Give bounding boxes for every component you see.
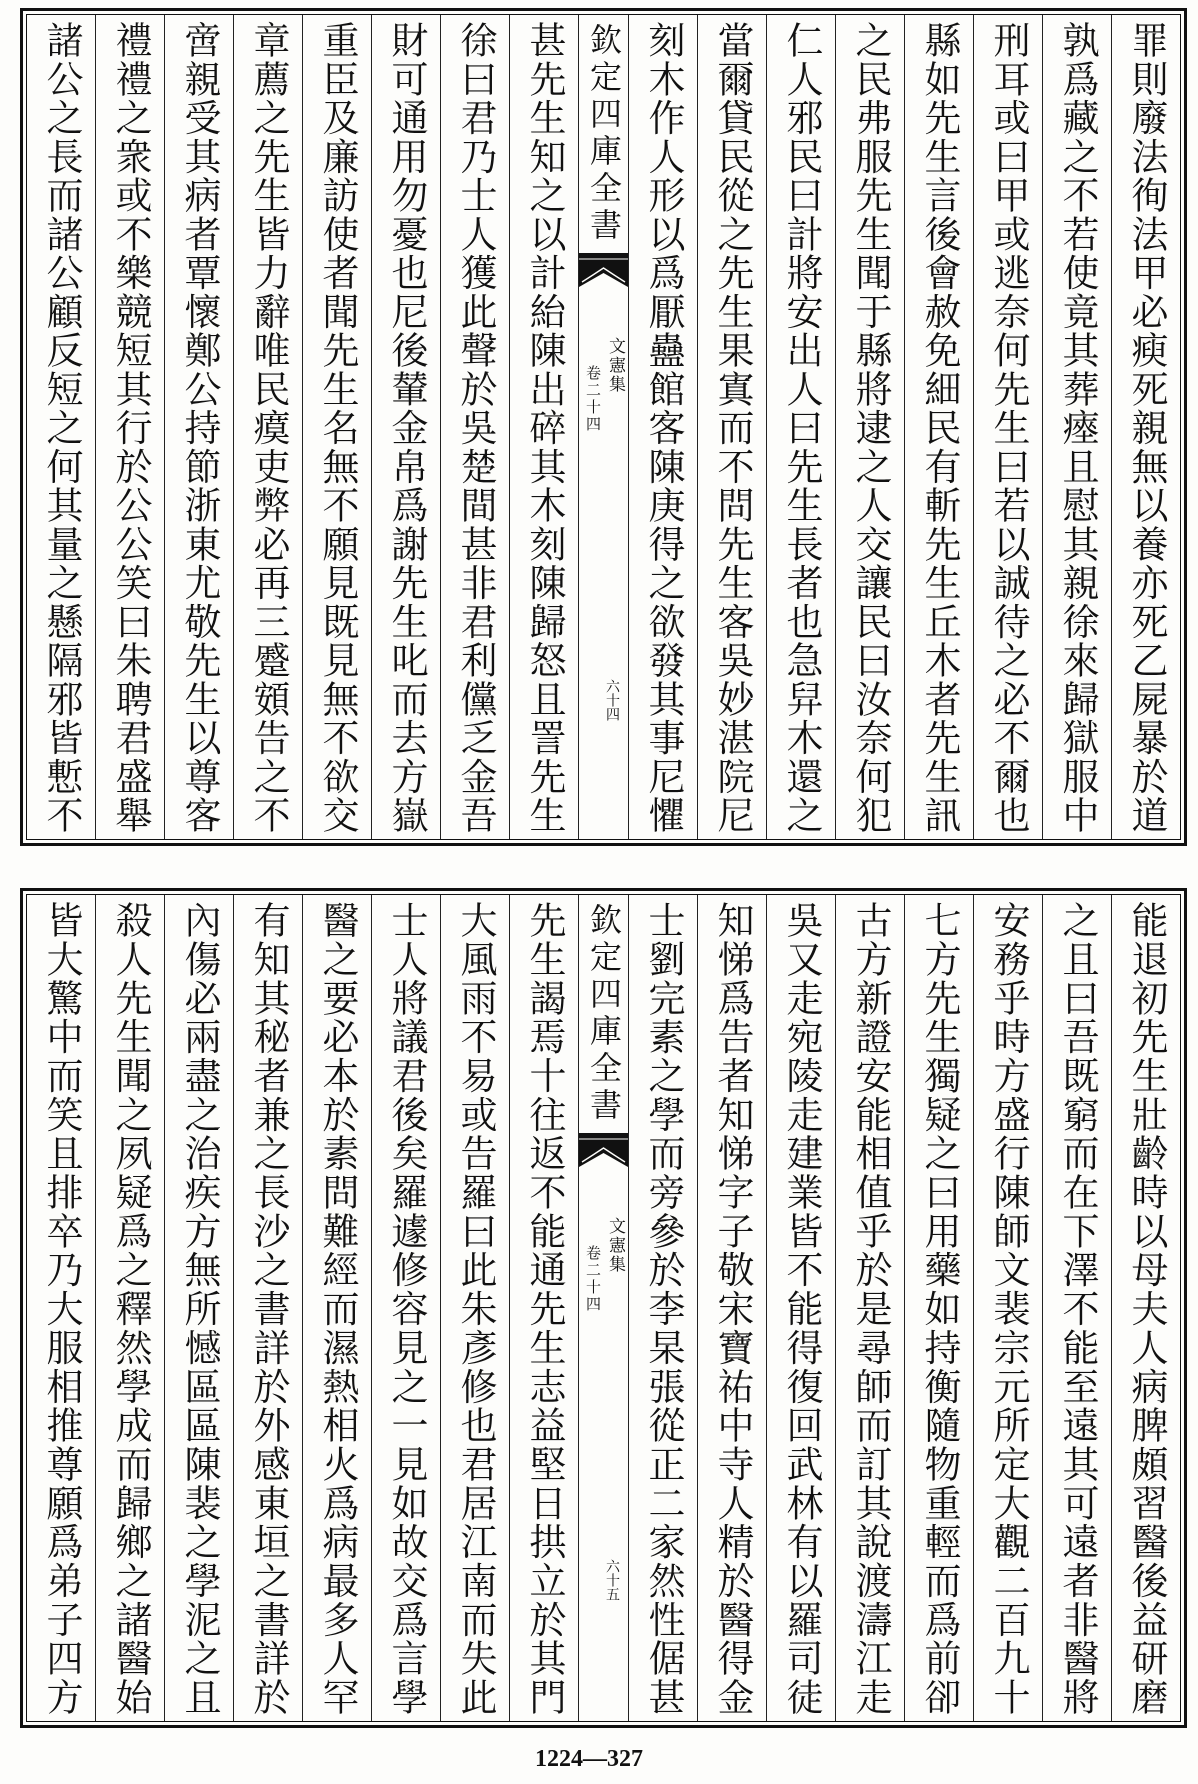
center-fold bbox=[578, 15, 628, 839]
text-column: 章薦之先生皆力辭唯民瘼吏弊必再三蹙頞告之不 bbox=[233, 15, 302, 839]
text-column: 殺人先生聞之夙疑爲之釋然學成而歸鄉之諸醫始 bbox=[95, 895, 164, 1721]
text-column: 士劉完素之學而旁參於李杲張從正二家然性倨甚 bbox=[628, 895, 697, 1721]
text-column: 吳又走宛陵走建業皆不能得復回武林有以羅司徒 bbox=[766, 895, 835, 1721]
text-column: 士人將議君後矣羅遽修容見之一見如故交爲言學 bbox=[371, 895, 440, 1721]
fishtail-mark bbox=[579, 1133, 628, 1173]
text-column: 有知其秘者兼之長沙之書詳於外感東垣之書詳於 bbox=[233, 895, 302, 1721]
text-column: 甚先生知之以計紿陳出碎其木刻陳歸怒且詈先生 bbox=[509, 15, 578, 839]
upper-leaf-frame bbox=[26, 14, 1181, 840]
fishtail-mark bbox=[579, 253, 628, 293]
text-column: 之且曰吾既窮而在下澤不能至遠其可遠者非醫將 bbox=[1042, 895, 1111, 1721]
text-column: 大風雨不易或告羅曰此朱彥修也君居江南而失此 bbox=[440, 895, 509, 1721]
text-column: 先生謁焉十往返不能通先生志益堅日拱立於其門 bbox=[509, 895, 578, 1721]
text-column: 當爾貸民從之先生果寘而不問先生客吳妙湛院尼 bbox=[697, 15, 766, 839]
text-column: 刑耳或曰甲或逃奈何先生曰若以誠待之必不爾也 bbox=[973, 15, 1042, 839]
text-column: 能退初先生壯齡時以母夫人病脾頗習醫後益研磨 bbox=[1111, 895, 1180, 1721]
volume-number: 卷二十四 bbox=[584, 365, 602, 433]
text-column: 財可通用勿憂也尼後輦金帛爲謝先生叱而去方嶽 bbox=[371, 15, 440, 839]
text-column: 之民弗服先生聞于縣將逮之人交讓民曰汝奈何犯 bbox=[835, 15, 904, 839]
book-title: 欽定四庫全書 bbox=[585, 23, 623, 245]
lower-leaf bbox=[20, 888, 1187, 1728]
text-column: 仁人邪民曰計將安出人曰先生長者也急舁木還之 bbox=[766, 15, 835, 839]
volume-number: 卷二十四 bbox=[584, 1245, 602, 1313]
text-column: 孰爲藏之不若使竟其葬瘞且慰其親徐來歸獄服中 bbox=[1042, 15, 1111, 839]
upper-leaf bbox=[20, 8, 1187, 846]
text-column: 重臣及廉訪使者聞先生名無不願見既見無不欲交 bbox=[302, 15, 371, 839]
text-column: 禮禮之衆或不樂競短其行於公公笑曰朱聘君盛舉 bbox=[95, 15, 164, 839]
collection-title: 文憲集 bbox=[605, 337, 625, 394]
center-fold bbox=[578, 895, 628, 1721]
text-column: 安務乎時方盛行陳師文裴宗元所定大觀二百九十 bbox=[973, 895, 1042, 1721]
leaf-number: 六十五 bbox=[604, 1559, 620, 1601]
text-column: 醫之要必本於素問難經而濕熱相火爲病最多人罕 bbox=[302, 895, 371, 1721]
text-column: 徐曰君乃士人獲此聲於吳楚間甚非君利儻乏金吾 bbox=[440, 15, 509, 839]
text-column: 內傷必兩盡之治疾方無所憾區區陳裴之學泥之且 bbox=[164, 895, 233, 1721]
text-column: 古方新證安能相值乎於是尋師而訂其說渡濤江走 bbox=[835, 895, 904, 1721]
text-column: 刻木作人形以爲厭蠱館客陳庚得之欲發其事尼懼 bbox=[628, 15, 697, 839]
text-column: 皆大驚中而笑且排卒乃大服相推尊願爲弟子四方 bbox=[40, 901, 83, 1715]
lower-leaf-frame bbox=[26, 894, 1181, 1722]
leaf-number: 六十四 bbox=[604, 679, 620, 721]
text-column: 七方先生獨疑之曰用藥如持衡隨物重輕而爲前卻 bbox=[904, 895, 973, 1721]
volume-page-number: 1224—327 bbox=[535, 1746, 643, 1772]
collection-title: 文憲集 bbox=[605, 1217, 625, 1274]
text-column: 知悌爲告者知悌字子敬宋寶祐中寺人精於醫得金 bbox=[697, 895, 766, 1721]
text-column: 啻親受其病者覃懷鄭公持節浙東尤敬先生以尊客 bbox=[164, 15, 233, 839]
text-column: 罪則廢法徇法甲必瘐死親無以養亦死乙屍暴於道 bbox=[1111, 15, 1180, 839]
book-title: 欽定四庫全書 bbox=[585, 903, 623, 1125]
text-column: 縣如先生言後會赦免細民有斬先生丘木者先生訊 bbox=[904, 15, 973, 839]
text-column: 諸公之長而諸公顧反短之何其量之懸隔邪皆慙不 bbox=[40, 21, 83, 833]
